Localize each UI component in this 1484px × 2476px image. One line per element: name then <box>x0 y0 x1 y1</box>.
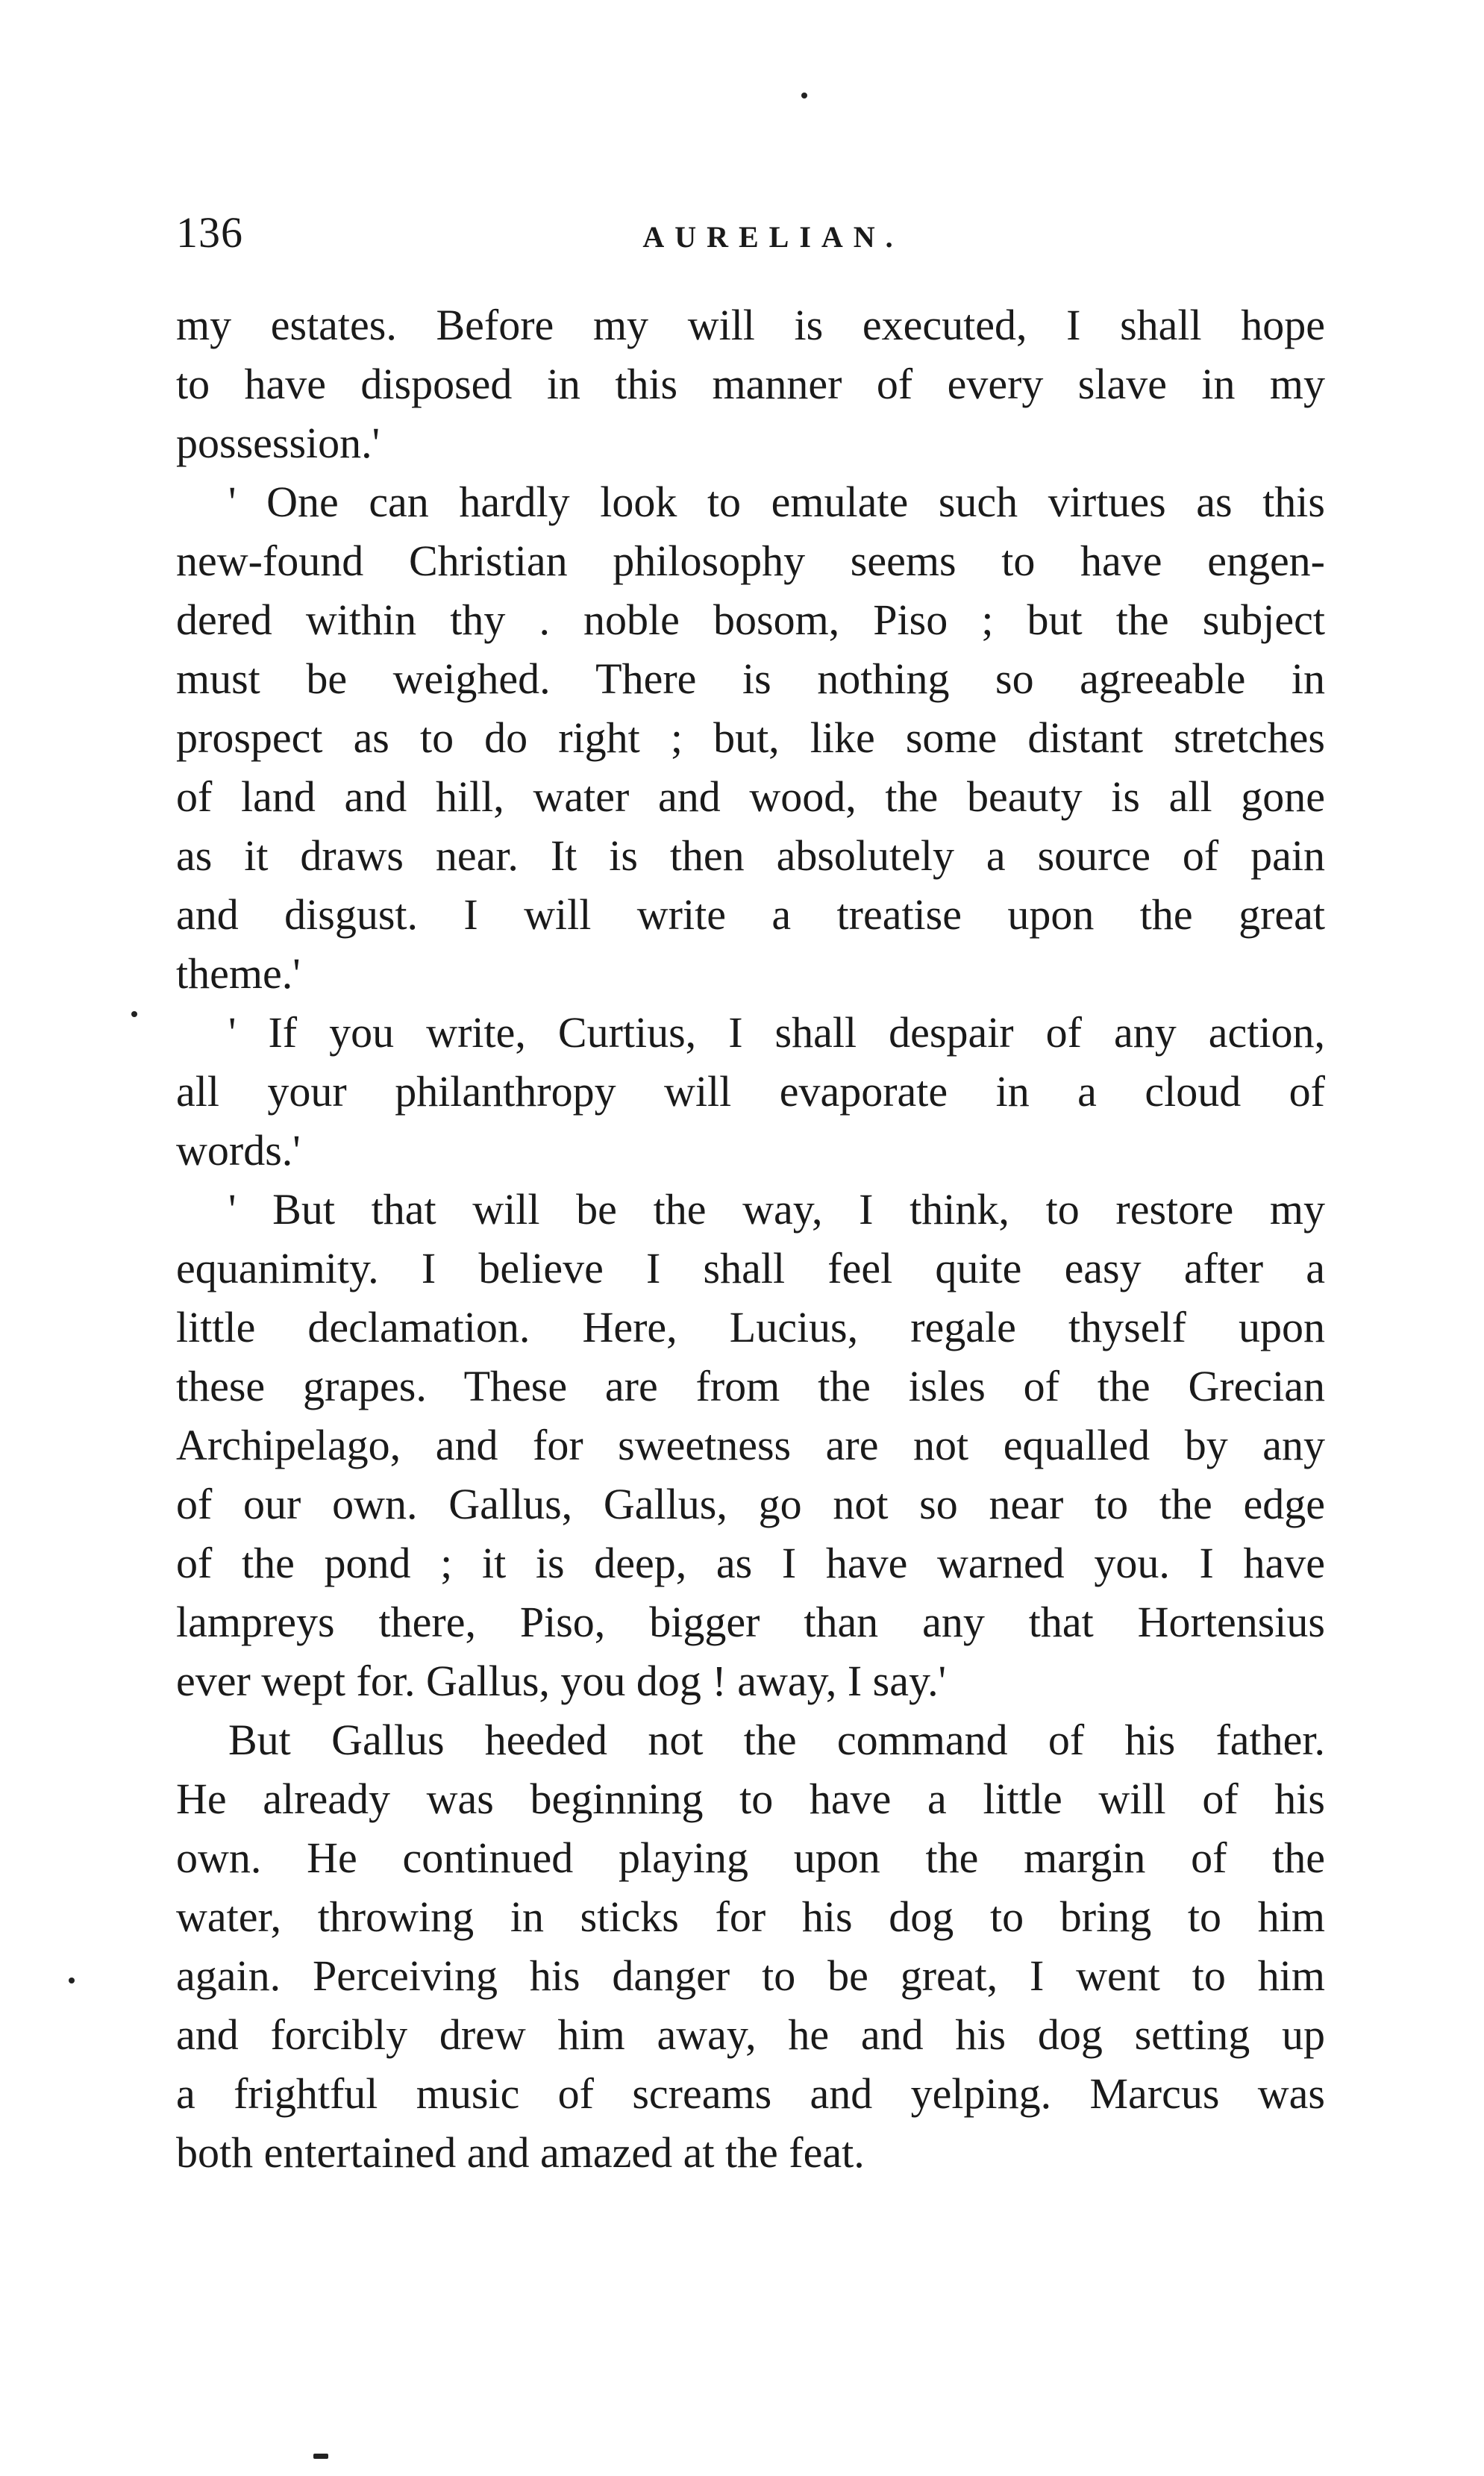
text-line: my estates. Before my will is executed, I shall hope <box>176 301 1325 349</box>
text-line: of the pond ; it is deep, as I have warned you. I have <box>176 1539 1325 1587</box>
text-line: of land and hill, water and wood, the beauty is all gone <box>176 772 1325 821</box>
text-line: equanimity. I believe I shall feel quite easy after a <box>176 1244 1325 1292</box>
text-line: ' If you write, Curtius, I shall despair of any action, <box>228 1008 1325 1057</box>
print-speck <box>313 2454 328 2459</box>
text-line: little declamation. Here, Lucius, regale thyself upon <box>176 1303 1325 1351</box>
print-speck <box>131 1011 137 1017</box>
text-line: He already was beginning to have a little will of his <box>176 1775 1325 1823</box>
body-text <box>176 296 1325 2182</box>
text-line: water, throwing in sticks for his dog to bring to him <box>176 1892 1325 1941</box>
text-line: prospect as to do right ; but, like some distant stretches <box>176 713 1325 762</box>
text-line: lampreys there, Piso, bigger than any that Hortensius <box>176 1598 1325 1646</box>
text-line: ever wept for. Gallus, you dog ! away, I say.' <box>176 1657 947 1705</box>
text-line: all your philanthropy will evaporate in a cloud of <box>176 1067 1325 1116</box>
text-line: ' But that will be the way, I think, to restore my <box>228 1185 1325 1234</box>
text-line: a frightful music of screams and yelping. Marcus was <box>176 2069 1325 2118</box>
print-speck <box>69 1978 75 1983</box>
print-speck <box>801 93 807 99</box>
text-line: again. Perceiving his danger to be great, I went to him <box>176 1951 1325 2000</box>
running-title: AURELIAN. <box>642 220 904 254</box>
text-line: and disgust. I will write a treatise upon the great <box>176 890 1325 939</box>
text-line: as it draws near. It is then absolutely a source of pain <box>176 831 1325 880</box>
text-line: But Gallus heeded not the command of his father. <box>228 1716 1325 1764</box>
text-line: words.' <box>176 1126 301 1175</box>
text-line: to have disposed in this manner of every slave in my <box>176 360 1325 408</box>
text-line: own. He continued playing upon the margin of the <box>176 1833 1325 1882</box>
text-line: these grapes. These are from the isles of the Grecian <box>176 1362 1325 1410</box>
page-header <box>176 203 1325 263</box>
text-line: new-found Christian philosophy seems to have engen- <box>176 537 1325 585</box>
text-line: theme.' <box>176 949 301 998</box>
text-line: possession.' <box>176 419 381 467</box>
text-line: dered within thy . noble bosom, Piso ; but the subject <box>176 595 1325 644</box>
text-line: Archipelago, and for sweetness are not equalled by any <box>176 1421 1325 1469</box>
text-line: of our own. Gallus, Gallus, go not so near to the edge <box>176 1480 1325 1528</box>
text-line: ' One can hardly look to emulate such virtues as this <box>228 478 1325 526</box>
text-line: and forcibly drew him away, he and his dog setting up <box>176 2010 1325 2059</box>
page-number: 136 <box>176 208 243 257</box>
text-line: must be weighed. There is nothing so agreeable in <box>176 654 1325 703</box>
text-line: both entertained and amazed at the feat. <box>176 2128 865 2177</box>
